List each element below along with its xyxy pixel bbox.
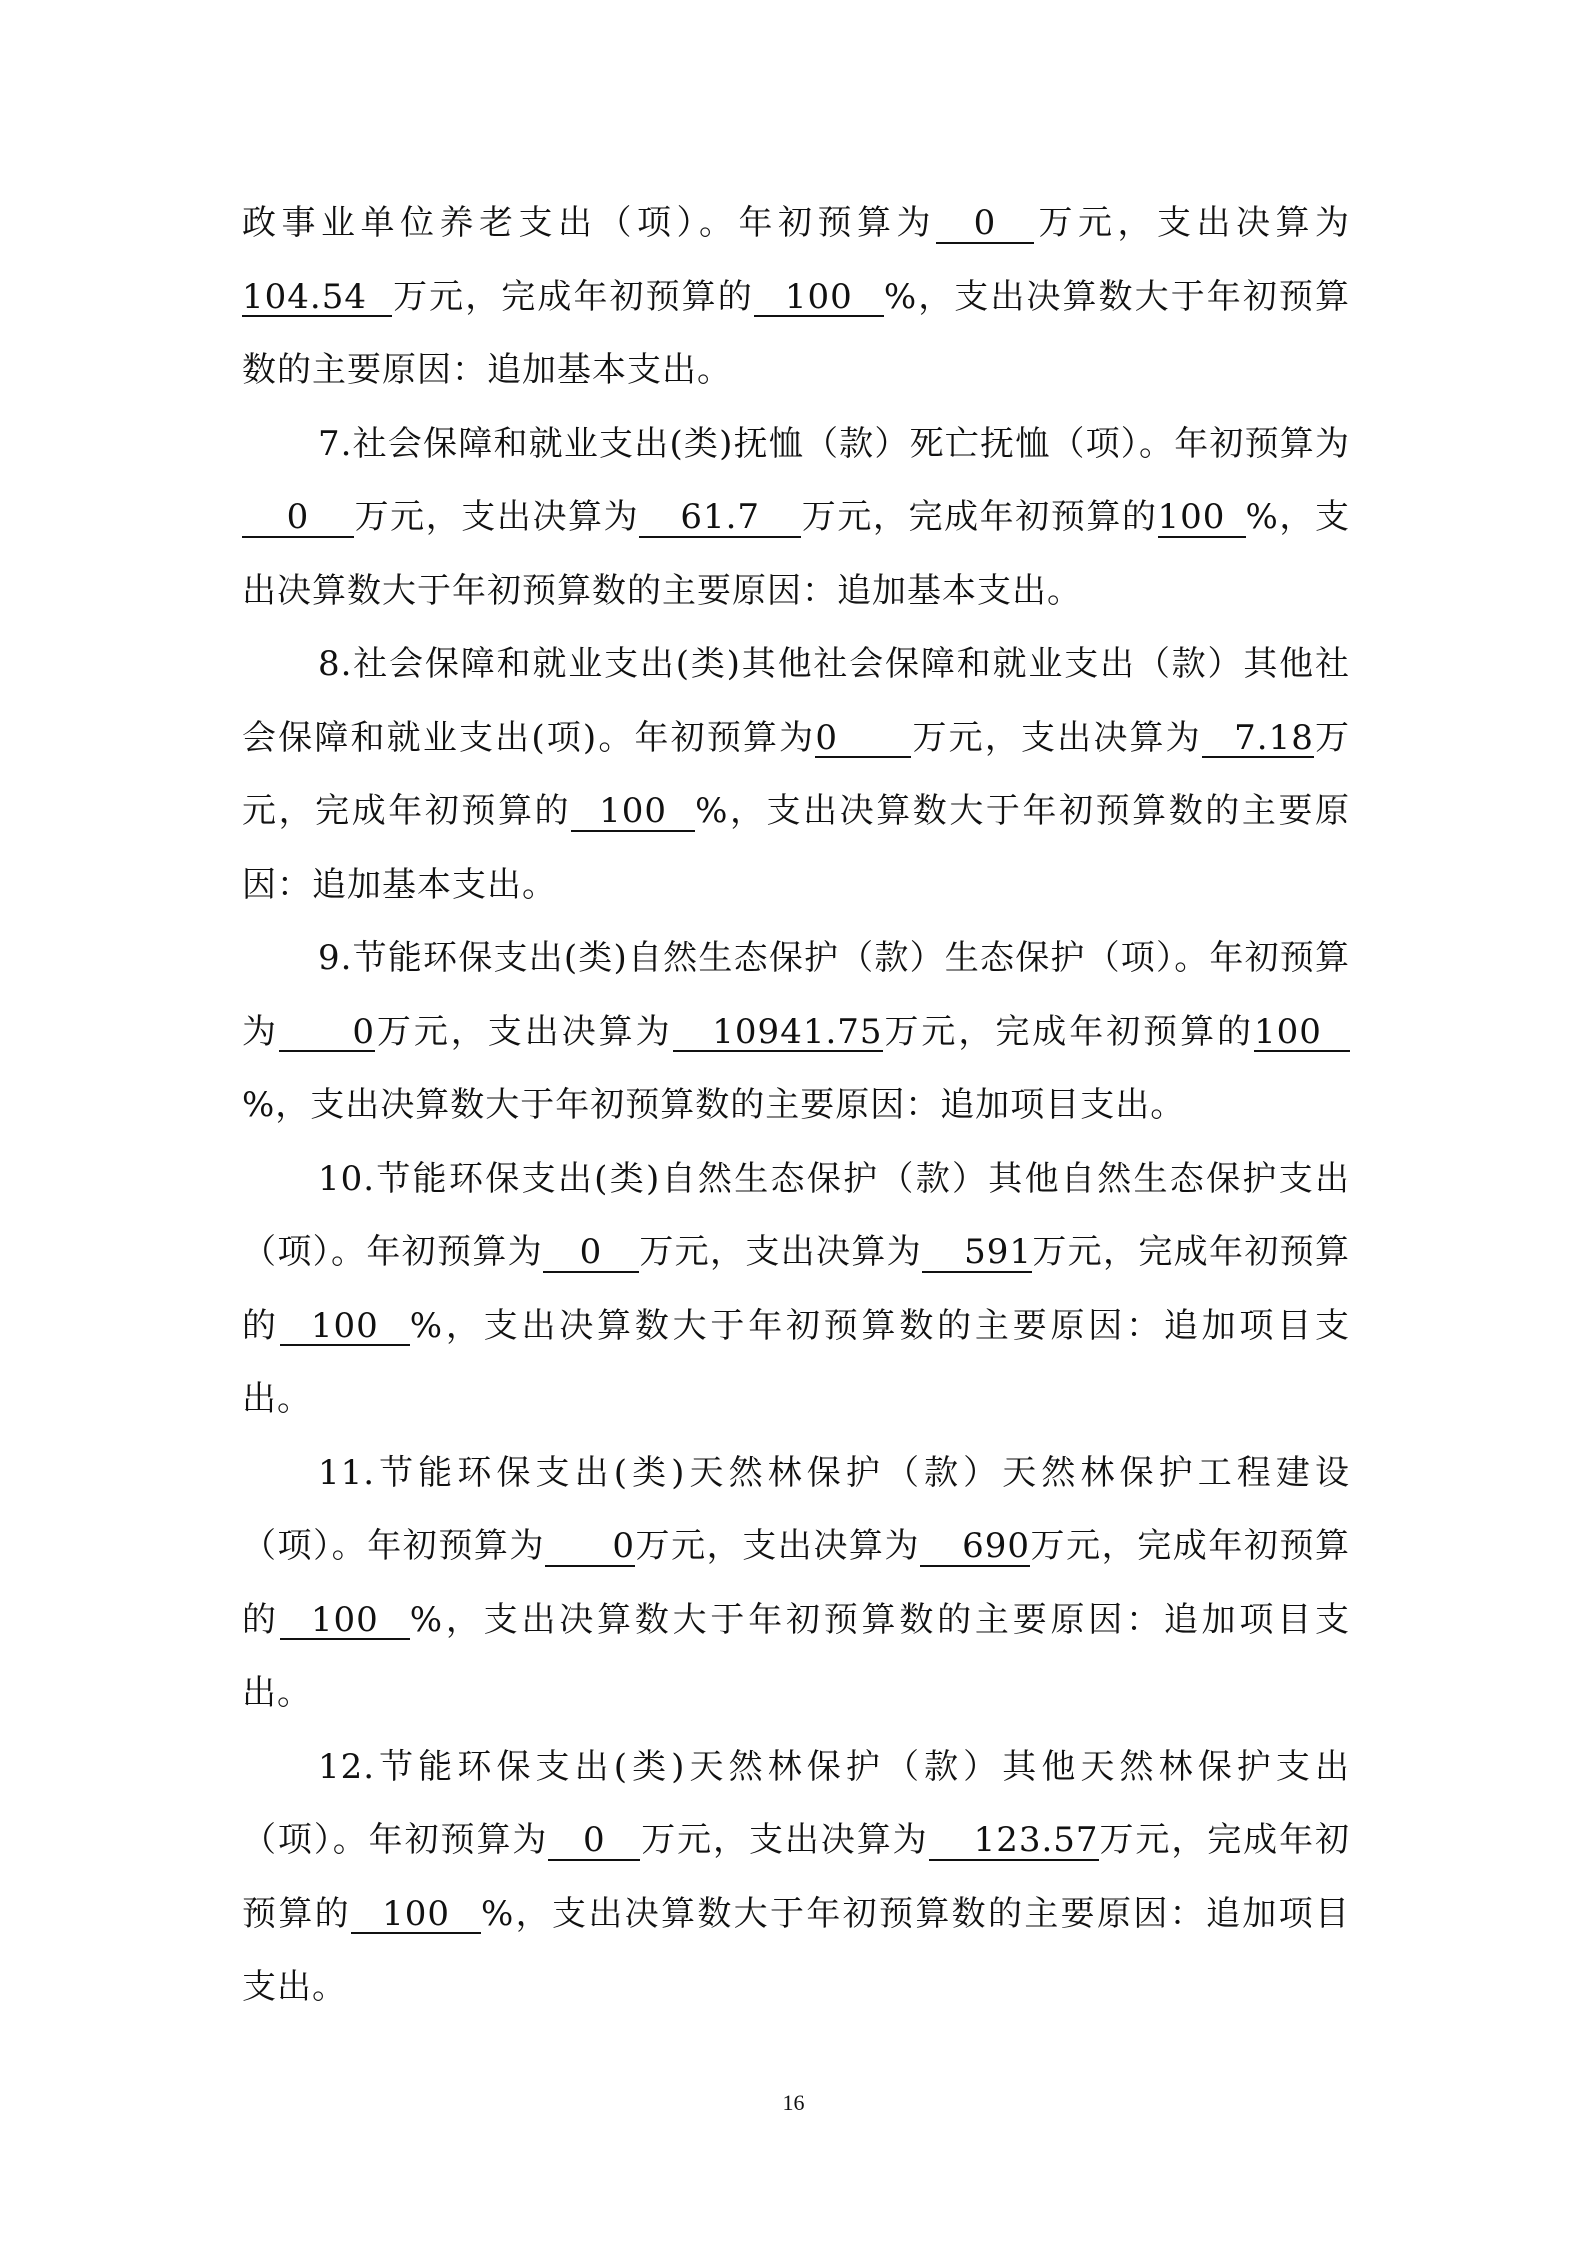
paragraph-text: %，支出决算数大于年初预算数的主要原因：追加基本支出。 <box>242 791 1351 905</box>
paragraph-text: 万元，支出决算为 <box>374 1011 673 1052</box>
paragraph-text: 万元，支出决算为 <box>635 1526 920 1566</box>
paragraph-text: 万元，完成年初预算的 <box>242 1526 1350 1640</box>
paragraph-text: 10.节能环保支出(类)自然生态保护（款）其他自然生态保护支出（项）。年初预算为 <box>242 1158 1350 1272</box>
paragraph-item-7 <box>242 408 1350 629</box>
filled-blank-value: 61.7 <box>639 500 801 538</box>
paragraph-text: 万元，支出决算为 <box>911 717 1202 758</box>
paragraph-text: 万元，支出决算为 <box>354 497 640 537</box>
paragraph-text: 万元，完成年初预算的 <box>242 1232 1350 1346</box>
filled-blank-value: 7.18 <box>1202 721 1314 759</box>
filled-blank-value: 0 <box>543 1235 639 1273</box>
paragraph-item-9 <box>242 922 1350 1143</box>
paragraph-text: %，支出决算数大于年初预算数的主要原因：追加项目支出。 <box>242 1599 1351 1713</box>
paragraph-text: 万元，完成年初预算的 <box>242 1820 1351 1934</box>
paragraph-text: 万元，完成年初预算的 <box>392 276 754 317</box>
paragraph-text: 11.节能环保支出(类)天然林保护（款）天然林保护工程建设（项）。年初预算为 <box>242 1452 1350 1566</box>
paragraph-item-12 <box>242 1731 1350 2025</box>
filled-blank-value: 100 <box>1158 500 1246 538</box>
paragraph-text: 万元，完成年初预算的 <box>242 717 1351 831</box>
paragraph-text: 万元，完成年初预算的 <box>801 497 1158 537</box>
filled-blank-value: 100 <box>351 1897 481 1935</box>
filled-blank-value: 0 <box>936 206 1034 244</box>
paragraph-text: 9.节能环保支出(类)自然生态保护（款）生态保护（项）。年初预算为 <box>242 938 1350 1052</box>
paragraph-text: %，支出决算数大于年初预算数的主要原因：追加基本支出。 <box>242 276 1350 390</box>
paragraph-item-10 <box>242 1143 1350 1437</box>
filled-blank-value: 0 <box>815 721 911 759</box>
page-number: 16 <box>782 2090 805 2115</box>
filled-blank-value: 100 <box>571 794 695 832</box>
paragraph-item-8 <box>242 628 1350 922</box>
filled-blank-value: 100 <box>280 1309 410 1347</box>
paragraph-text: %，支出决算数大于年初预算数的主要原因：追加项目支出。 <box>242 1305 1351 1419</box>
paragraph-text: 万元，支出决算为 <box>1034 203 1350 243</box>
filled-blank-value: 104.54 <box>242 280 392 318</box>
paragraph-text: %，支出决算数大于年初预算数的主要原因：追加项目支出。 <box>242 1085 1186 1125</box>
filled-blank-value: 0 <box>242 500 354 538</box>
filled-blank-value: 100 <box>754 280 884 318</box>
filled-blank-value: 100 <box>1254 1015 1350 1053</box>
filled-blank-value: 10941.75 <box>673 1015 883 1053</box>
document-body <box>242 187 1350 2025</box>
paragraph-continued <box>242 187 1350 408</box>
filled-blank-value: 0 <box>279 1015 375 1053</box>
paragraph-text: %，支出决算数大于年初预算数的主要原因：追加项目支出。 <box>242 1893 1351 2007</box>
paragraph-text: 万元，支出决算为 <box>640 1820 929 1860</box>
filled-blank-value: 0 <box>545 1529 635 1567</box>
paragraph-text: %，支出决算数大于年初预算数的主要原因：追加基本支出。 <box>242 497 1351 611</box>
filled-blank-value: 123.57 <box>929 1823 1099 1861</box>
paragraph-text: 7.社会保障和就业支出(类)抚恤（款）死亡抚恤（项）。年初预算为 <box>318 423 1350 464</box>
filled-blank-value: 591 <box>922 1235 1032 1273</box>
paragraph-text: 万元，支出决算为 <box>639 1232 922 1272</box>
filled-blank-value: 690 <box>920 1529 1030 1567</box>
paragraph-text: 万元，完成年初预算的 <box>882 1011 1255 1052</box>
filled-blank-value: 100 <box>280 1603 410 1641</box>
paragraph-text: 12.节能环保支出(类)天然林保护（款）其他天然林保护支出（项）。年初预算为 <box>242 1746 1350 1860</box>
paragraph-text: 政事业单位养老支出（项）。年初预算为 <box>242 203 936 243</box>
filled-blank-value: 0 <box>548 1823 640 1861</box>
paragraph-item-11 <box>242 1437 1350 1731</box>
paragraph-text: 8.社会保障和就业支出(类)其他社会保障和就业支出（款）其他社会保障和就业支出(项)。年初预算为 <box>242 644 1350 758</box>
